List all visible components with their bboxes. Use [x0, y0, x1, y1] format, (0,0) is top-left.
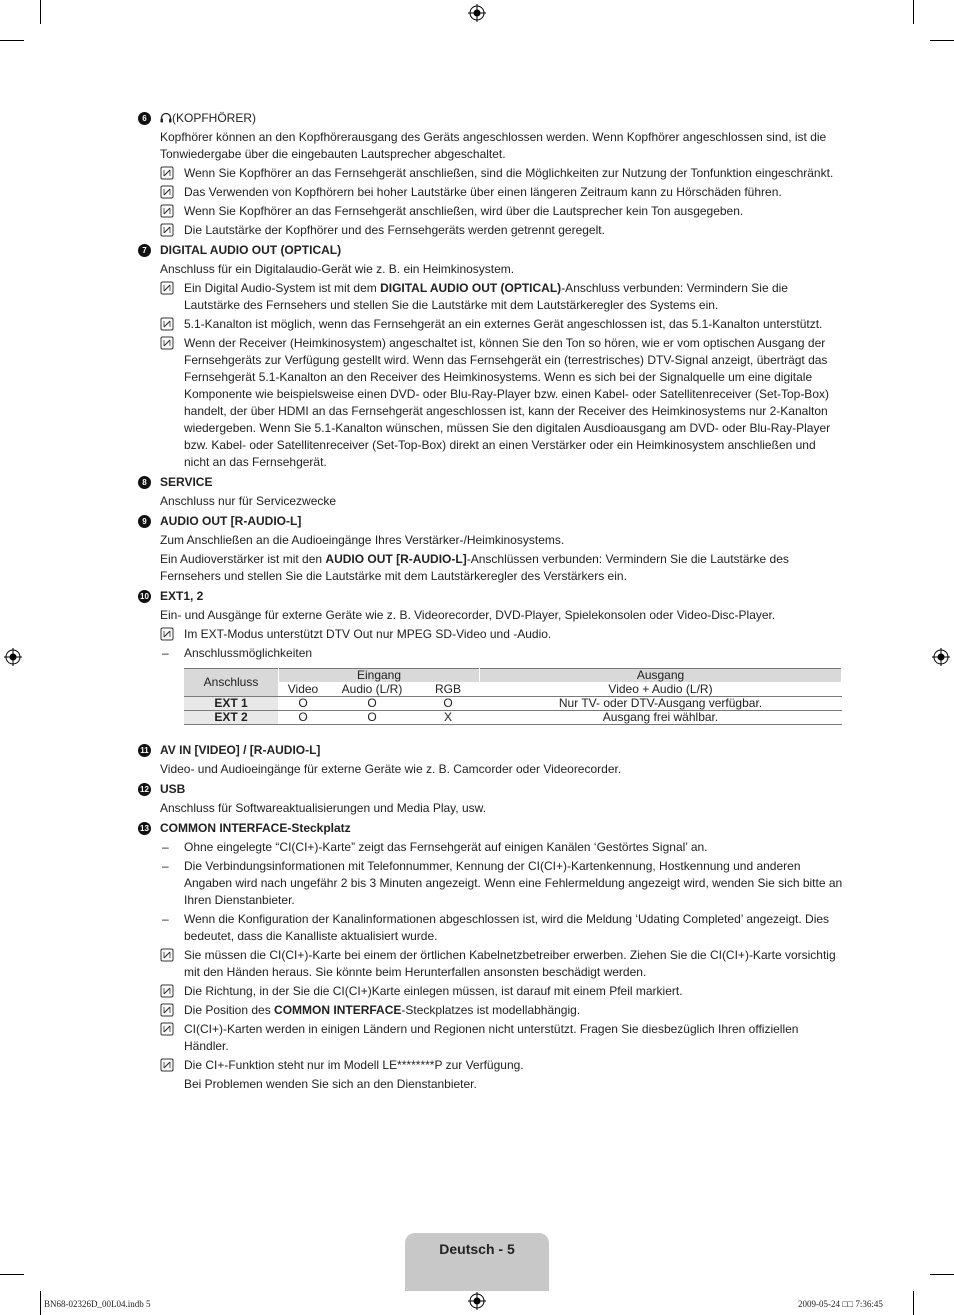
paragraph: Kopfhörer können an den Kopfhörerausgang des Geräts angeschlossen werden. Wenn Kopfhörer angeschlossen sind, ist die Tonwiedergabe über die eingebauten Lautsprecher abgeschaltet. — [160, 130, 827, 161]
paragraph: Anschluss nur für Servicezwecke — [160, 494, 337, 508]
section-title: AUDIO OUT [R-AUDIO-L] — [160, 514, 302, 528]
note-item: Ein Digital Audio-System ist mit dem DIGITAL AUDIO OUT (OPTICAL)-Anschluss verbunden: Vermindern Sie die Lautstärke des Fernsehers und stellen Sie die Lautstärke mit dem Lautstärkeregler des Systems ein. — [138, 280, 844, 314]
table-header-cell: Anschluss — [184, 669, 279, 697]
table-header-cell: Video — [279, 683, 328, 697]
page-label: Deutsch - 5 — [439, 1241, 515, 1257]
note-item: 5.1-Kanalton ist möglich, wenn das Fernsehgerät an ein externes Gerät angeschlossen ist, das 5.1-Kanalton unterstützt. — [138, 316, 844, 333]
paragraph: Bei Problemen wenden Sie sich an den Dienstanbieter. — [184, 1077, 477, 1091]
note-icon — [160, 317, 174, 331]
section-title: SERVICE — [160, 475, 213, 489]
note-item: Die Lautstärke der Kopfhörer und des Fernsehgeräts werden getrennt geregelt. — [138, 222, 844, 239]
registration-mark-icon — [468, 1292, 486, 1310]
paragraph: Ein- und Ausgänge für externe Geräte wie z. B. Videorecorder, DVD-Player, Spielekonsolen oder Video-Disc-Player. — [160, 608, 776, 622]
table-header-cell: Eingang — [279, 669, 480, 683]
section-number: 10 — [138, 590, 151, 603]
section-heading — [138, 742, 844, 759]
section-audio-out — [138, 513, 844, 585]
note-icon — [160, 1022, 174, 1036]
section-heading — [138, 513, 844, 530]
registration-mark-icon — [4, 648, 22, 666]
section-headphones — [138, 110, 844, 239]
note-item: Die Richtung, in der Sie die CI(CI+)Karte einlegen müssen, ist darauf mit einem Pfeil markiert. — [138, 983, 844, 1000]
crop-mark — [40, 1291, 41, 1315]
note-icon — [160, 185, 174, 199]
section-av-in — [138, 742, 844, 778]
section-number: 8 — [138, 476, 151, 489]
crop-mark — [913, 0, 914, 24]
note-item: Sie müssen die CI(CI+)-Karte bei einem der örtlichen Kabelnetzbetreiber erwerben. Ziehen Sie die CI(CI+)-Karte vorsichtig mit den Händen heraus. Sie könnte beim Herunterfallen ansonsten beschädigt werden. — [138, 947, 844, 981]
registration-mark-icon — [468, 4, 486, 22]
table-cell: O — [417, 697, 480, 711]
dash-item: – Anschlussmöglichkeiten — [162, 646, 313, 660]
section-digital-audio-out — [138, 242, 844, 471]
print-date-info: 2009-05-24 □□ 7:36:45 — [798, 1299, 883, 1309]
note-item: Die Position des COMMON INTERFACE-Steckplatzes ist modellabhängig. — [138, 1002, 844, 1019]
note-icon — [160, 166, 174, 180]
table-header-cell: Video + Audio (L/R) — [480, 683, 842, 697]
crop-mark — [0, 1274, 24, 1275]
table-cell: X — [417, 711, 480, 725]
print-file-info: BN68-02326D_00L04.indb 5 — [44, 1299, 151, 1309]
table-cell: O — [279, 697, 328, 711]
note-icon — [160, 204, 174, 218]
crop-mark — [930, 40, 954, 41]
note-icon — [160, 948, 174, 962]
table-cell: O — [328, 711, 417, 725]
table-header-cell: Ausgang — [480, 669, 842, 683]
note-icon — [160, 627, 174, 641]
paragraph: Anschluss für Softwareaktualisierungen und Media Play, usw. — [160, 801, 486, 815]
note-icon — [160, 1003, 174, 1017]
section-number: 7 — [138, 244, 151, 257]
note-icon — [160, 336, 174, 350]
table-cell: EXT 1 — [184, 697, 279, 711]
section-common-interface — [138, 820, 844, 1093]
note-item: Die CI+-Funktion steht nur im Modell LE********P zur Verfügung. — [138, 1057, 844, 1074]
note-item: Im EXT-Modus unterstützt DTV Out nur MPEG SD-Video und -Audio. — [138, 626, 844, 643]
section-heading — [138, 110, 844, 127]
section-number: 13 — [138, 822, 151, 835]
table-cell: EXT 2 — [184, 711, 279, 725]
crop-mark — [40, 0, 41, 24]
section-title: (KOPFHÖRER) — [172, 111, 256, 125]
connection-table — [184, 668, 842, 725]
crop-mark — [0, 40, 24, 41]
section-heading — [138, 242, 844, 259]
dash-item: – Wenn die Konfiguration der Kanalinformationen abgeschlossen ist, wird die Meldung ‘Udating Completed’ angezeigt. Dies bedeutet, dass die Kanalliste aktualisiert wurde. — [162, 912, 830, 943]
table-header-cell: Audio (L/R) — [328, 683, 417, 697]
section-number: 11 — [138, 744, 151, 757]
note-icon — [160, 223, 174, 237]
table-cell: O — [328, 697, 417, 711]
table-subheader-row — [184, 683, 842, 697]
paragraph: Zum Anschließen an die Audioeingänge Ihres Verstärker-/Heimkinosystems. — [160, 533, 565, 547]
table-header-row — [184, 669, 842, 683]
section-heading — [138, 820, 844, 837]
page-number-tab — [405, 1233, 549, 1291]
table-row — [184, 697, 842, 711]
section-number: 6 — [138, 112, 151, 125]
headphones-icon — [160, 112, 172, 123]
registration-mark-icon — [932, 648, 950, 666]
section-heading — [138, 588, 844, 605]
section-heading — [138, 474, 844, 491]
table-cell: Nur TV- oder DTV-Ausgang verfügbar. — [480, 697, 842, 711]
note-icon — [160, 1058, 174, 1072]
section-title: AV IN [VIDEO] / [R-AUDIO-L] — [160, 743, 321, 757]
section-title: COMMON INTERFACE-Steckplatz — [160, 821, 351, 835]
table-row — [184, 711, 842, 725]
note-item: Wenn der Receiver (Heimkinosystem) angeschaltet ist, können Sie den Ton so hören, wie er vom optischen Ausgang der Fernsehgeräts zur Verfügung gestellt wird. Wenn das Fernsehgerät ein (terrestrisches) DTV-Signal anzeigt, überträgt das Fernsehgerät 5.1-Kanalton an den Receiver des Heimkinosystems. Wenn es sich bei der Signalquelle um eine digitale Komponente wie beispielsweise einen DVD- oder Blu-Ray-Player bzw. einen Kabel- oder Satellitenreceiver (Set-Top-Box) handelt, der über HDMI an das Fernsehgerät angeschlossen ist, kann der Receiver des Heimkinosystems nur 2-Kanalton wiedergeben. Wenn Sie 5.1-Kanalton wünschen, müssen Sie den digitalen Ausdioausgang am DVD- oder Blu-Ray-Player bzw. Kabel- oder Satellitenreceiver (Set-Top-Box) direkt an einen Verstärker oder ein Heimkinosystem anschließen und nicht an das Fernsehgerät. — [138, 335, 844, 471]
dash-item: – Die Verbindungsinformationen mit Telefonnummer, Kennung der CI(CI+)-Kartenkennung, Hostkennung und anderen Angaben wird nach ungefähr 2 bis 3 Minuten angezeigt. Wenn eine Fehlermeldung angezeigt wird, wenden Sie sich bitte an Ihren Dienstanbieter. — [162, 859, 843, 907]
note-icon — [160, 984, 174, 998]
note-item: Wenn Sie Kopfhörer an das Fernsehgerät anschließen, sind die Möglichkeiten zur Nutzung der Tonfunktion eingeschränkt. — [138, 165, 844, 182]
paragraph: Ein Audioverstärker ist mit den AUDIO OUT [R-AUDIO-L]-Anschlüssen verbunden: Vermindern Sie die Lautstärke des Fernsehers und stellen Sie die Lautstärke mit dem Lautstärkeregler des Verstärkers ein. — [160, 552, 789, 583]
manual-content — [138, 110, 844, 1093]
paragraph: Video- und Audioeingänge für externe Geräte wie z. B. Camcorder oder Videorecorder. — [160, 762, 622, 776]
section-heading — [138, 781, 844, 798]
table-cell: O — [279, 711, 328, 725]
note-item: Wenn Sie Kopfhörer an das Fernsehgerät anschließen, wird über die Lautsprecher kein Ton ausgegeben. — [138, 203, 844, 220]
paragraph: Anschluss für ein Digitalaudio-Gerät wie z. B. ein Heimkinosystem. — [160, 262, 515, 276]
dash-item: – Ohne eingelegte “CI(CI+)-Karte” zeigt das Fernsehgerät auf einigen Kanälen ‘Gestörtes Signal’ an. — [162, 840, 708, 854]
table-header-cell: RGB — [417, 683, 480, 697]
note-item: CI(CI+)-Karten werden in einigen Ländern und Regionen nicht unterstützt. Fragen Sie diesbezüglich Ihren offiziellen Händler. — [138, 1021, 844, 1055]
note-item: Das Verwenden von Kopfhörern bei hoher Lautstärke über einen längeren Zeitraum kann zu Hörschäden führen. — [138, 184, 844, 201]
section-title: USB — [160, 782, 186, 796]
section-service — [138, 474, 844, 510]
section-ext — [138, 588, 844, 725]
table-cell: Ausgang frei wählbar. — [480, 711, 842, 725]
section-number: 12 — [138, 783, 151, 796]
section-number: 9 — [138, 515, 151, 528]
section-title: DIGITAL AUDIO OUT (OPTICAL) — [160, 243, 342, 257]
crop-mark — [913, 1291, 914, 1315]
note-icon — [160, 281, 174, 295]
crop-mark — [930, 1274, 954, 1275]
section-usb — [138, 781, 844, 817]
section-title: EXT1, 2 — [160, 589, 204, 603]
